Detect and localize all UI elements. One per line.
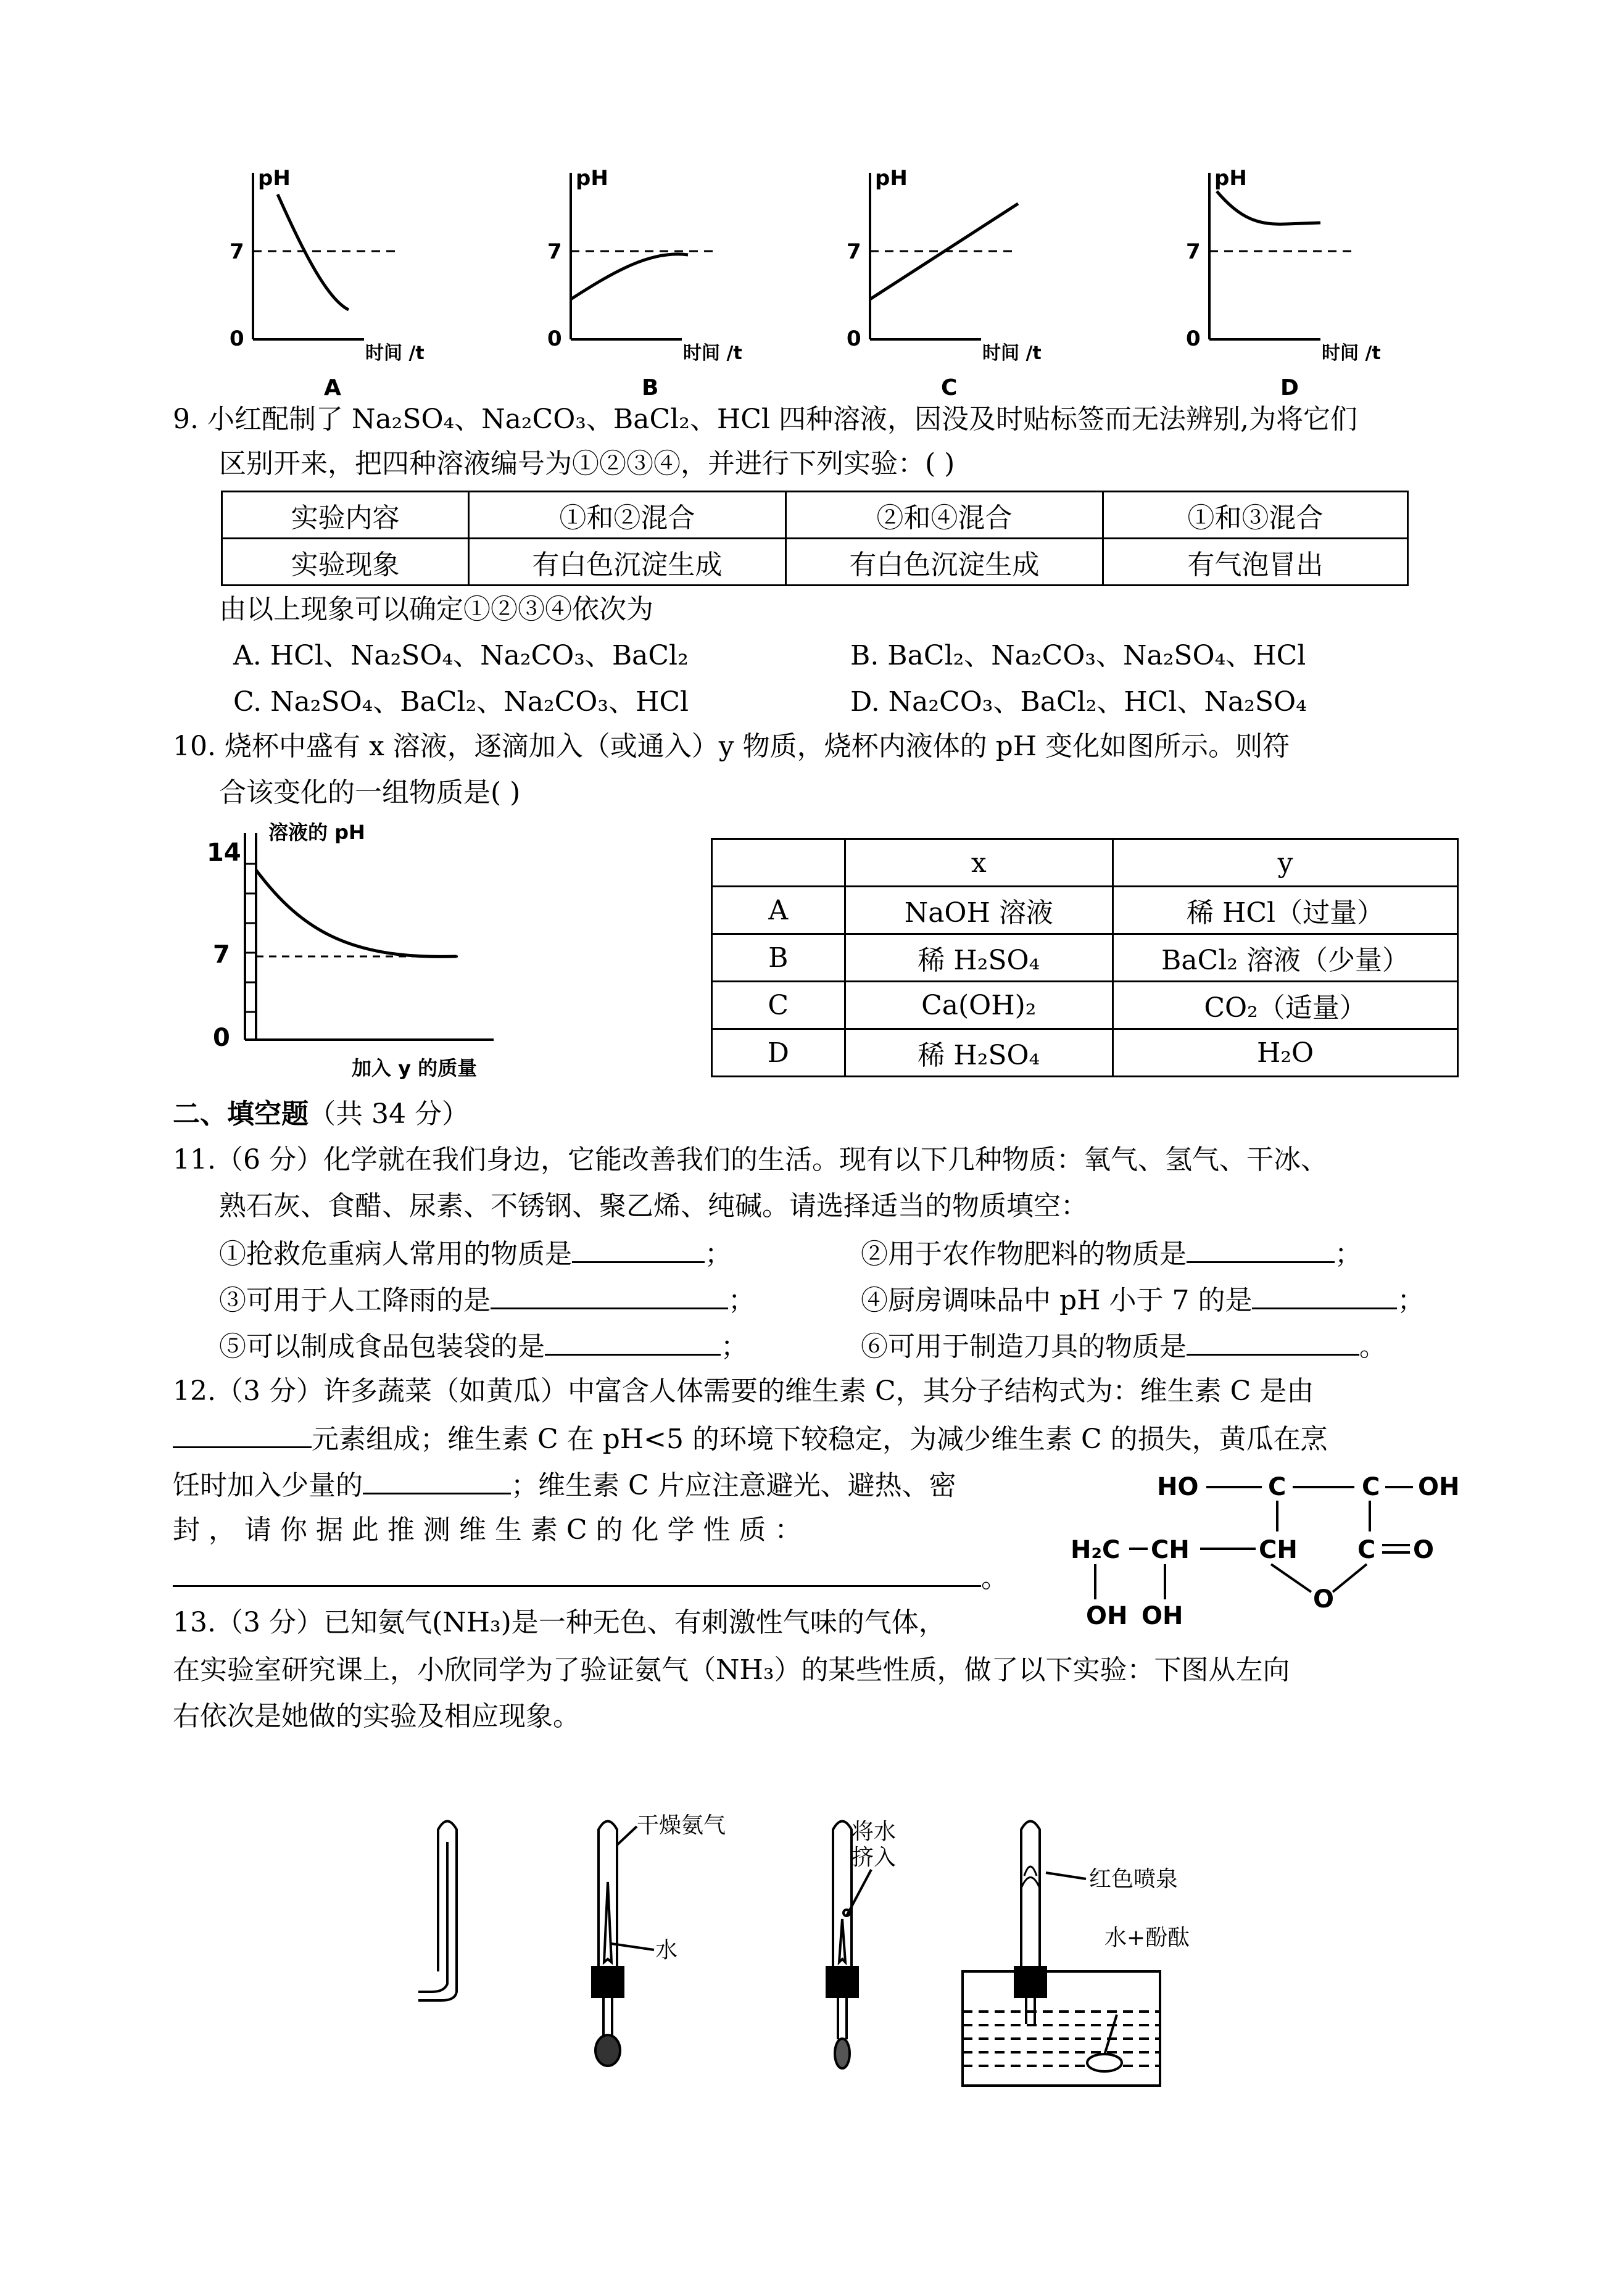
- q10-graph-ylabel: 溶液的 pH: [268, 821, 365, 844]
- apparatus-1-tube: [418, 1821, 457, 2001]
- q10-graph: [204, 821, 524, 1083]
- q11-semicolon: ；: [1335, 1238, 1362, 1270]
- q9-table-cell: ①和③混合: [1103, 492, 1407, 539]
- graph-a-zero: 0: [230, 326, 244, 351]
- graph-d-ylabel: pH: [1214, 166, 1247, 191]
- q10-table-cell: Ca(OH)₂: [845, 982, 1113, 1029]
- label-squeeze-2: 挤入: [852, 1845, 897, 1870]
- q12-line1: 12.（3 分）许多蔬菜（如黄瓜）中富含人体需要的维生素 C，其分子结构式为：维生素 C 是由: [173, 1375, 1314, 1407]
- q9-table-cell: 实验现象: [222, 539, 469, 586]
- graph-c-ylabel: pH: [875, 166, 908, 191]
- q10-table-cell: CO₂（适量）: [1113, 982, 1458, 1029]
- apparatus-4-fountain: [963, 1821, 1160, 2086]
- q12-property-blank[interactable]: [173, 1558, 981, 1587]
- label-dry-ammonia: 干燥氨气: [637, 1813, 726, 1838]
- graph-c-xlabel: 时间 /t: [982, 342, 1042, 364]
- q10-graph-zero: 0: [213, 1024, 230, 1052]
- struct-c1: C: [1268, 1473, 1287, 1501]
- q11-item-4-text: ④厨房调味品中 pH 小于 7 的是: [861, 1285, 1253, 1316]
- apparatus-2-tube: [592, 1821, 654, 2066]
- graph-d-letter: D: [1280, 375, 1299, 400]
- q9-line2: 区别开来，把四种溶液编号为①②③④，并进行下列实验：( ): [219, 448, 955, 479]
- q11-line1: 11.（6 分）化学就在我们身边，它能改善我们的生活。现有以下几种物质：氧气、氢气、干冰、: [173, 1144, 1328, 1175]
- q12-line5: [173, 1558, 1008, 1597]
- q10-graph-seven: 7: [213, 940, 230, 969]
- q11-item-1-text: ①抢救危重病人常用的物质是: [219, 1238, 572, 1270]
- struct-h2c: H₂C: [1071, 1536, 1121, 1564]
- struct-c3: C: [1357, 1536, 1376, 1564]
- struct-ch2: CH: [1259, 1536, 1298, 1564]
- q9-table-cell: ①和②混合: [468, 492, 785, 539]
- ammonia-apparatus-diagram: [407, 1808, 1222, 2098]
- section-title-text: 二、填空题: [173, 1098, 309, 1130]
- q9-option-d: D. Na₂CO₃、BaCl₂、HCl、Na₂SO₄: [850, 686, 1307, 718]
- q9-table-cell: ②和④混合: [785, 492, 1103, 539]
- graph-b: [547, 166, 742, 400]
- q10-table-cell: BaCl₂ 溶液（少量）: [1113, 934, 1458, 982]
- graph-d-zero: 0: [1186, 326, 1201, 351]
- graph-c-letter: C: [941, 375, 958, 400]
- q10-table-header: x: [845, 839, 1113, 887]
- q9-table-cell: 实验内容: [222, 492, 469, 539]
- q10-table-cell: 稀 HCl（过量）: [1113, 887, 1458, 934]
- q12-elements-blank[interactable]: [173, 1419, 312, 1448]
- q11-item-5-text: ⑤可以制成食品包装袋的是: [219, 1331, 545, 1362]
- graph-b-ylabel: pH: [576, 166, 608, 191]
- label-squeeze-1: 将水: [852, 1819, 897, 1844]
- q10-table-header: [712, 839, 845, 887]
- q10-table-cell: H₂O: [1113, 1029, 1458, 1077]
- graph-d-seven: 7: [1186, 239, 1201, 264]
- q11-answer-2-blank[interactable]: [1187, 1234, 1335, 1263]
- q9-option-a: A. HCl、Na₂SO₄、Na₂CO₃、BaCl₂: [233, 640, 689, 671]
- q11-answer-6-blank[interactable]: [1187, 1327, 1359, 1356]
- q11-item-3-text: ③可用于人工降雨的是: [219, 1285, 491, 1316]
- q11-answer-3-blank[interactable]: [491, 1280, 728, 1309]
- graph-b-letter: B: [642, 375, 659, 400]
- q9-table: [221, 491, 1409, 586]
- q9-line1: 9. 小红配制了 Na₂SO₄、Na₂CO₃、BaCl₂、HCl 四种溶液，因没及时贴标签而无法辨别,为将它们: [173, 404, 1357, 435]
- q11-semicolon: ；: [728, 1285, 755, 1316]
- graph-a-letter: A: [324, 375, 341, 400]
- q10-table-header: y: [1113, 839, 1458, 887]
- graph-a-seven: 7: [230, 239, 244, 264]
- label-red-fountain: 红色喷泉: [1089, 1867, 1179, 1892]
- q10-table-cell: A: [712, 887, 845, 934]
- q11-item-2-text: ②用于农作物肥料的物质是: [861, 1238, 1187, 1270]
- q11-line2: 熟石灰、食醋、尿素、不锈钢、聚乙烯、纯碱。请选择适当的物质填空：: [219, 1190, 1088, 1222]
- q11-period: 。: [1359, 1331, 1386, 1362]
- q13-line1: 13.（3 分）已知氨气(NH₃)是一种无色、有刺激性气味的气体，: [173, 1607, 946, 1638]
- vitamin-c-structure: [1061, 1462, 1469, 1641]
- q13-line2: 在实验室研究课上，小欣同学为了验证氨气（NH₃）的某些性质，做了以下实验：下图从左向: [173, 1654, 1290, 1686]
- q10-table-cell: 稀 H₂SO₄: [845, 1029, 1113, 1077]
- q10-table-cell: D: [712, 1029, 845, 1077]
- struct-ch1: CH: [1151, 1536, 1190, 1564]
- q11-item-6: [861, 1327, 1386, 1366]
- graph-a-xlabel: 时间 /t: [365, 342, 425, 364]
- graph-d: [1186, 166, 1381, 400]
- q11-item-3: [219, 1280, 755, 1319]
- q10-graph-top: 14: [207, 839, 241, 867]
- graph-a: [230, 166, 425, 400]
- q12-additive-blank[interactable]: [363, 1465, 511, 1494]
- section-score: （共 34 分）: [309, 1098, 469, 1130]
- ph-graphs-row: [230, 157, 1444, 401]
- q10-graph-xlabel: 加入 y 的质量: [352, 1056, 478, 1080]
- struct-c2: C: [1362, 1473, 1380, 1501]
- struct-o1: O: [1413, 1536, 1435, 1564]
- label-water: 水: [655, 1938, 678, 1963]
- q12-period: 。: [981, 1562, 1008, 1594]
- q11-item-4: [861, 1280, 1424, 1319]
- graph-d-xlabel: 时间 /t: [1322, 342, 1381, 364]
- q11-semicolon: ；: [705, 1238, 732, 1270]
- q10-table-cell: 稀 H₂SO₄: [845, 934, 1113, 982]
- label-water-phenolphthalein: 水+酚酞: [1104, 1925, 1190, 1950]
- q9-conclusion: 由以上现象可以确定①②③④依次为: [219, 594, 653, 625]
- q11-item-1: [219, 1234, 732, 1273]
- section-title: [173, 1096, 469, 1133]
- graph-b-xlabel: 时间 /t: [683, 342, 742, 364]
- graph-c-seven: 7: [847, 239, 861, 264]
- q11-item-5: [219, 1327, 748, 1366]
- q10-table-cell: C: [712, 982, 845, 1029]
- q11-semicolon: ；: [1397, 1285, 1425, 1316]
- q11-answer-1-blank[interactable]: [572, 1234, 705, 1263]
- graph-c: [847, 166, 1042, 400]
- q10-table-cell: B: [712, 934, 845, 982]
- q12-line3: [173, 1465, 956, 1504]
- graph-b-zero: 0: [547, 326, 562, 351]
- q11-item-2: [861, 1234, 1362, 1273]
- q12-line2-text: 元素组成；维生素 C 在 pH<5 的环境下较稳定，为减少维生素 C 的损失，黄瓜在烹: [312, 1424, 1328, 1455]
- q11-semicolon: ；: [721, 1331, 748, 1362]
- q9-table-cell: 有白色沉淀生成: [468, 539, 785, 586]
- q12-line3-text-a: 饪时加入少量的: [173, 1470, 363, 1501]
- q10-table: [711, 838, 1459, 1077]
- q11-answer-4-blank[interactable]: [1252, 1280, 1397, 1309]
- q9-option-c: C. Na₂SO₄、BaCl₂、Na₂CO₃、HCl: [233, 686, 689, 718]
- q9-table-cell: 有白色沉淀生成: [785, 539, 1103, 586]
- q12-line4: 封 ， 请 你 据 此 推 测 维 生 素 C 的 化 学 性 质 ：: [173, 1514, 802, 1546]
- graph-c-zero: 0: [847, 326, 861, 351]
- struct-oh3: OH: [1142, 1602, 1183, 1630]
- struct-o2: O: [1313, 1585, 1335, 1614]
- q9-table-cell: 有气泡冒出: [1103, 539, 1407, 586]
- graph-a-ylabel: pH: [258, 166, 291, 191]
- q11-item-6-text: ⑥可用于制造刀具的物质是: [861, 1331, 1187, 1362]
- q10-table-cell: NaOH 溶液: [845, 887, 1113, 934]
- struct-oh2: OH: [1086, 1602, 1128, 1630]
- q13-line3: 右依次是她做的实验及相应现象。: [173, 1701, 580, 1732]
- graph-b-seven: 7: [547, 239, 562, 264]
- q12-line2: [173, 1419, 1328, 1458]
- q11-answer-5-blank[interactable]: [545, 1327, 721, 1356]
- q9-option-b: B. BaCl₂、Na₂CO₃、Na₂SO₄、HCl: [850, 640, 1306, 671]
- q10-line2: 合该变化的一组物质是( ): [219, 777, 521, 808]
- q10-line1: 10. 烧杯中盛有 x 溶液，逐滴加入（或通入）y 物质，烧杯内液体的 pH 变化如图所示。则符: [173, 731, 1290, 762]
- struct-ho: HO: [1157, 1473, 1199, 1501]
- q12-line3-text-b: ；维生素 C 片应注意避光、避热、密: [511, 1470, 956, 1501]
- struct-oh1: OH: [1418, 1473, 1460, 1501]
